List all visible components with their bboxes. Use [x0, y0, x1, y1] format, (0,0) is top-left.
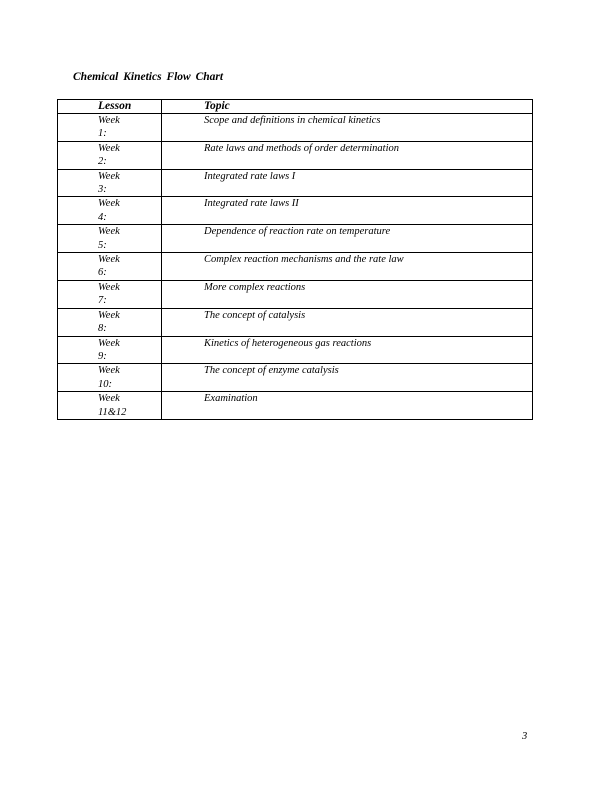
topic-cell: Kinetics of heterogeneous gas reactions	[162, 336, 533, 364]
lesson-cell: Week 6:	[58, 253, 162, 281]
lesson-cell: Week 2:	[58, 141, 162, 169]
lesson-cell: Week 1:	[58, 114, 162, 142]
topic-cell: Complex reaction mechanisms and the rate law	[162, 253, 533, 281]
lesson-cell: Week 4:	[58, 197, 162, 225]
table-row	[58, 392, 533, 420]
topic-cell: Scope and definitions in chemical kinetics	[162, 114, 533, 142]
lesson-cell: Week 8:	[58, 308, 162, 336]
table-row	[58, 364, 533, 392]
topic-cell: Dependence of reaction rate on temperature	[162, 225, 533, 253]
column-header-lesson: Lesson	[58, 100, 162, 114]
table-row	[58, 253, 533, 281]
lesson-cell: Week 7:	[58, 280, 162, 308]
topic-cell: Rate laws and methods of order determination	[162, 141, 533, 169]
topic-cell: Integrated rate laws I	[162, 169, 533, 197]
topic-cell: More complex reactions	[162, 280, 533, 308]
table-row	[58, 336, 533, 364]
topic-cell: Examination	[162, 392, 533, 420]
lesson-cell: Week 5:	[58, 225, 162, 253]
column-header-topic: Topic	[162, 100, 533, 114]
lesson-cell: Week 11&12	[58, 392, 162, 420]
table-row	[58, 225, 533, 253]
lesson-cell: Week 3:	[58, 169, 162, 197]
page-number: 3	[522, 731, 528, 742]
lesson-cell: Week 9:	[58, 336, 162, 364]
lesson-table	[57, 99, 533, 420]
topic-cell: Integrated rate laws II	[162, 197, 533, 225]
table-row	[58, 114, 533, 142]
table-row	[58, 308, 533, 336]
table-row	[58, 169, 533, 197]
table-row	[58, 197, 533, 225]
document-title: Chemical Kinetics Flow Chart	[73, 71, 224, 83]
topic-cell: The concept of enzyme catalysis	[162, 364, 533, 392]
table-row	[58, 141, 533, 169]
table-header-row	[58, 100, 533, 114]
topic-cell: The concept of catalysis	[162, 308, 533, 336]
table-row	[58, 280, 533, 308]
lesson-cell: Week 10:	[58, 364, 162, 392]
